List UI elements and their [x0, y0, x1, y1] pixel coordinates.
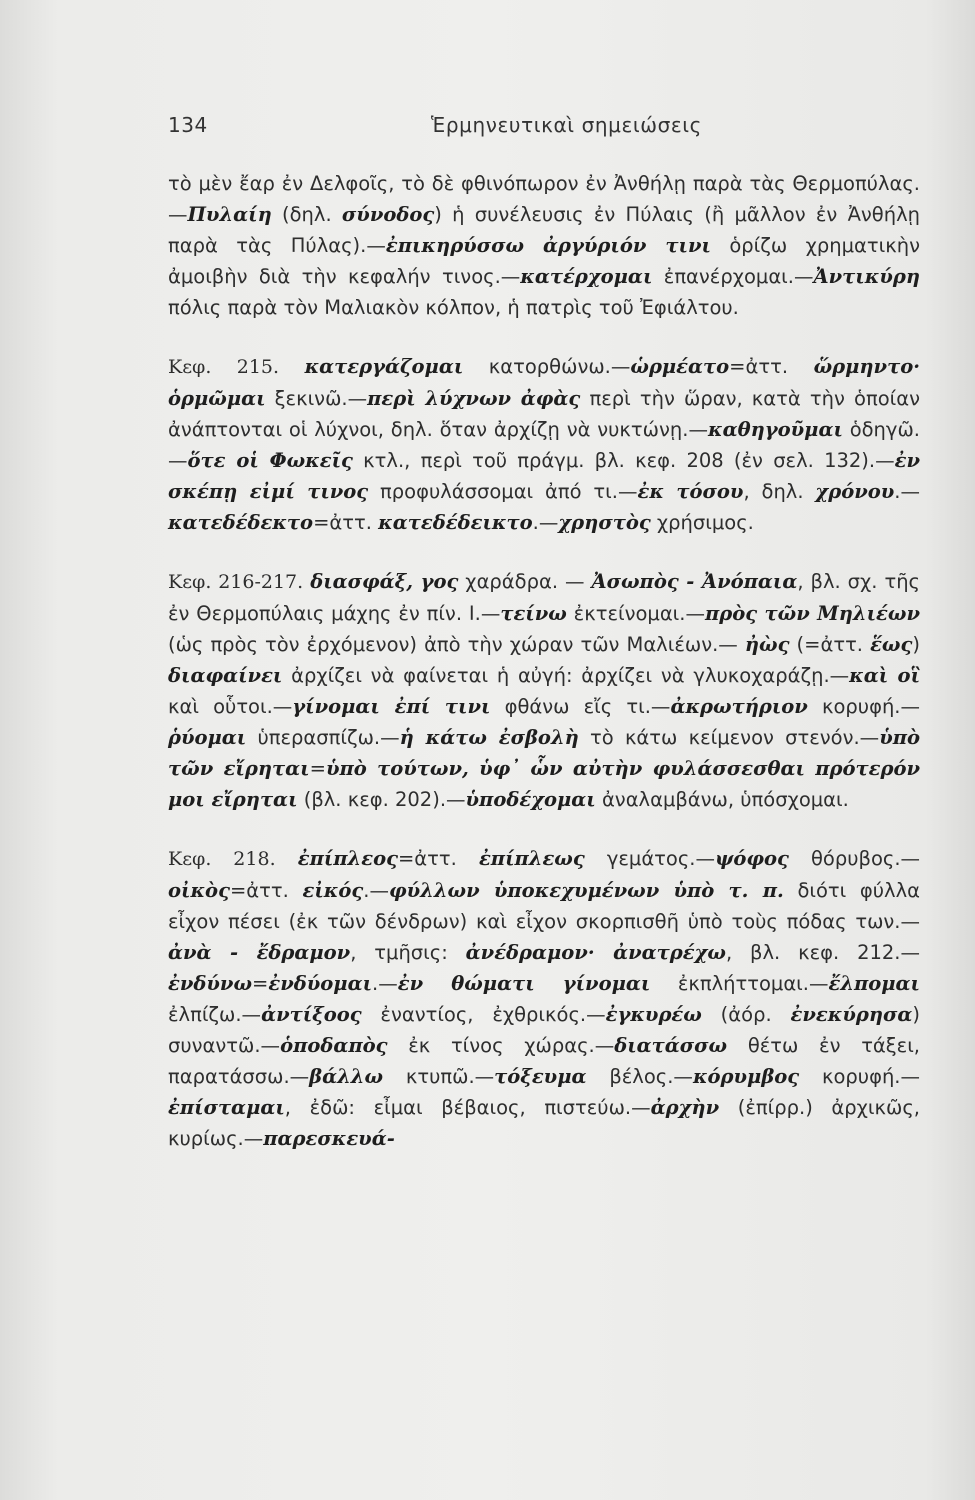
lemma-term: ψόφος — [715, 847, 789, 870]
lemma-term: κατέρχομαι — [520, 265, 653, 288]
gloss-text: =ἀττ. — [397, 847, 479, 870]
lemma-term: ὑπὸ τῶν εἴρηται — [168, 726, 920, 780]
lemma-term: εἰκός — [302, 879, 364, 902]
lemma-term: ἐνδύνω — [168, 972, 253, 995]
gloss-text: πόλις παρὰ τὸν Μαλιακὸν κόλπον, ἡ πατρὶς τοῦ Ἐφιάλτου. — [168, 296, 739, 319]
gloss-text: γεμάτος.— — [584, 847, 715, 870]
lemma-term: ὡρμέατο — [630, 355, 730, 378]
lemma-term: διασφάξ, γος — [310, 570, 459, 593]
page-header — [168, 113, 928, 143]
lemma-term: πρὸς τῶν Μηλιέων — [704, 602, 920, 625]
gloss-text: κορυφή.— — [799, 1065, 920, 1088]
lemma-term: ἐγκυρέω — [605, 1003, 702, 1026]
lemma-term: οἰκὸς — [168, 879, 230, 902]
commentary-body — [168, 168, 920, 1154]
gloss-text: βέλος.— — [586, 1065, 693, 1088]
gloss-text: τὸ κάτω κείμενον στενόν.— — [578, 726, 880, 749]
lemma-term: ἐπίσταμαι — [168, 1096, 285, 1119]
lemma-term: ἐν θώματι γίνομαι — [397, 972, 651, 995]
gloss-text: ἐκ τίνος χώρας.— — [387, 1034, 615, 1057]
lemma-term: ἠὼς — [744, 633, 790, 656]
lemma-term: διαφαίνει — [168, 664, 283, 687]
page-number: 134 — [168, 113, 208, 137]
gloss-text: , βλ. κεφ. 212.— — [725, 941, 920, 964]
lemma-term: ἐκ τόσου — [637, 480, 744, 503]
lemma-term: ἀνὰ - ἔδραμον — [168, 941, 351, 964]
lemma-term: ἀντίξοος — [261, 1003, 362, 1026]
lemma-term: ἀρχὴν — [650, 1096, 720, 1119]
lemma-term: ὑπὸ τούτων, ὑφ᾽ ὧν αὐτὴν φυλάσσεσθαι πρότερόν μοι εἴρηται — [168, 757, 920, 811]
lemma-term: Πυλαίη — [187, 203, 272, 226]
gloss-text: .— — [532, 511, 559, 534]
paragraph-chapter-215 — [168, 351, 920, 538]
gloss-text: ὁρίζω χρηματικὴν ἀμοιβὴν διὰ τὴν κεφαλήν τινος.— — [168, 234, 920, 288]
lemma-term: ἐπίπλεως — [478, 847, 585, 870]
chapter-label: Κεφ. 215. — [168, 356, 280, 378]
gloss-text: .— — [894, 480, 920, 503]
lemma-term: ἕως — [870, 633, 913, 656]
gloss-text: ἐλπίζω.— — [168, 1003, 262, 1026]
gloss-text: ὁδηγῶ.— — [168, 418, 920, 472]
lemma-term: χρόνου — [815, 480, 895, 503]
gloss-text: θέτω ἐν τάξει, παρατάσσω.— — [168, 1034, 920, 1088]
lemma-term: περὶ λύχνων ἀφὰς — [367, 387, 581, 410]
paragraph-intro — [168, 168, 920, 323]
lemma-term: ὁποδαπὸς — [280, 1034, 388, 1057]
gloss-text: διότι φύλλα εἶχον πέσει (ἐκ τῶν δένδρων) καὶ εἶχον σκορπισθῆ ὑπὸ τοὺς πόδας των.— — [168, 879, 920, 933]
lemma-term: ἀνέδραμον· ἀνατρέχω — [465, 941, 726, 964]
gloss-text: περὶ τὴν ὥραν, κατὰ τὴν ὁποίαν ἀνάπτονται οἱ λύχνοι, δηλ. ὅταν ἀρχίζῃ νὰ νυκτώνῃ.— — [168, 387, 920, 441]
gloss-text — [279, 355, 305, 378]
gloss-text: ἐναντίος, ἐχθρικός.— — [361, 1003, 606, 1026]
gloss-text — [276, 847, 298, 870]
gloss-text: καὶ οὗτοι.— — [168, 695, 293, 718]
lemma-term: ὥρμηντο· ὁρμῶμαι — [168, 355, 920, 410]
gloss-text: χρήσιμος. — [650, 511, 754, 534]
gloss-text: προφυλάσσομαι ἀπό τι.— — [368, 480, 638, 503]
gloss-text: ἐκπλήττομαι.— — [650, 972, 829, 995]
gloss-text: ξεκινῶ.— — [265, 387, 368, 410]
gloss-text: κτλ., περὶ τοῦ πράγμ. βλ. κεφ. 208 (ἐν σελ. 132).— — [352, 449, 895, 472]
gloss-text: ἀναλαμβάνω, ὑπόσχομαι. — [595, 788, 849, 811]
lemma-term: ἔλπομαι — [828, 972, 920, 995]
lemma-term: ἀκρωτήριον — [670, 695, 808, 718]
gloss-text: τὸ μὲν ἔαρ ἐν Δελφοῖς, τὸ δὲ φθινόπωρον ἐν Ἀνθήλῃ παρὰ τὰς Θερμοπύλας.— — [168, 172, 920, 226]
lemma-term: διατάσσω — [614, 1034, 728, 1057]
lemma-term: ἐν σκέπῃ εἰμί τινος — [168, 449, 920, 503]
paragraph-chapter-216-217 — [168, 566, 920, 815]
gloss-text: =ἀττ. — [729, 355, 814, 378]
gloss-text: , βλ. σχ. τῆς ἐν Θερμοπύλαις μάχης ἐν πίν. Ι.— — [168, 570, 921, 625]
lemma-term: σύνοδος — [341, 203, 435, 226]
gloss-text: = — [252, 972, 269, 995]
gloss-text: ) — [912, 633, 920, 656]
lemma-term: ἐπικηρύσσω ἀργύριόν τινι — [385, 234, 711, 257]
running-title: Ἑρμηνευτικαὶ σημειώσεις — [431, 113, 702, 137]
gloss-text: φθάνω εἴς τι.— — [490, 695, 671, 718]
gloss-text: κτυπῶ.— — [383, 1065, 495, 1088]
gloss-text: (δηλ. — [271, 203, 342, 226]
lemma-term: ἐνεκύρησα — [790, 1003, 913, 1026]
gloss-text: =ἀττ. — [229, 879, 303, 902]
gloss-text: ἀρχίζει νὰ φαίνεται ἡ αὐγή: ἀρχίζει νὰ γλυκοχαράζῃ.— — [282, 664, 850, 687]
lemma-term: φύλλων ὑποκεχυμένων ὑπὸ τ. π. — [388, 879, 784, 902]
gloss-text: .— — [363, 879, 389, 902]
gloss-text: , τμῆσις: — [350, 941, 466, 964]
lemma-term: χρηστὸς — [558, 511, 651, 534]
gloss-text: ὑπερασπίζω.— — [246, 726, 400, 749]
lemma-term: καὶ οἳ — [849, 664, 921, 687]
gloss-text: ἐκτείνομαι.— — [566, 602, 705, 625]
gloss-text: , ἐδῶ: εἶμαι βέβαιος, πιστεύω.— — [284, 1096, 651, 1119]
gloss-text: κατορθώνω.— — [463, 355, 631, 378]
gloss-text: (ἐπίρρ.) ἀρχικῶς, κυρίως.— — [168, 1096, 920, 1150]
lemma-term: κατεδέδεκτο — [168, 511, 314, 534]
chapter-label: Κεφ. 218. — [168, 848, 276, 870]
gloss-text: ) ἡ συνέλευσις ἐν Πύλαις (ἢ μᾶλλον ἐν Ἀνθήλῃ παρὰ τὰς Πύλας).— — [168, 203, 920, 257]
lemma-term: γίνομαι ἐπί τινι — [292, 695, 491, 718]
lemma-term: καθηγοῦμαι — [707, 418, 843, 441]
lemma-term: τόξευμα — [494, 1065, 587, 1088]
lemma-term: Ἀντικύρη — [813, 265, 920, 288]
gloss-text: χαράδρα. — — [458, 570, 592, 593]
paragraph-chapter-218 — [168, 843, 920, 1154]
gloss-text: =ἀττ. — [313, 511, 379, 534]
gloss-text: (ὡς πρὸς τὸν ἐρχόμενον) ἀπὸ τὴν χώραν τῶν Μαλιέων.— — [168, 633, 745, 656]
lemma-term: κόρυμβος — [692, 1065, 800, 1088]
gloss-text: κορυφή.— — [807, 695, 921, 718]
gloss-text: = — [309, 757, 326, 780]
gloss-text: (βλ. κεφ. 202).— — [297, 788, 466, 811]
gloss-text: .— — [372, 972, 398, 995]
gloss-text: ἐπανέρχομαι.— — [652, 265, 814, 288]
chapter-label: Κεφ. 216-217. — [168, 571, 304, 593]
lemma-term: ἐπίπλεος — [297, 847, 398, 870]
lemma-term: ὑποδέχομαι — [465, 788, 596, 811]
lemma-term: παρεσκευά- — [263, 1127, 395, 1150]
gloss-text: , δηλ. — [743, 480, 816, 503]
gloss-text: ) συναντῶ.— — [168, 1003, 920, 1057]
gloss-text: θόρυβος.— — [788, 847, 921, 870]
lemma-term: τείνω — [500, 602, 567, 625]
gloss-text: (ἀόρ. — [701, 1003, 791, 1026]
lemma-term: κατεδέδεικτο — [378, 511, 533, 534]
lemma-term: βάλλω — [309, 1065, 384, 1088]
lemma-term: ἐνδύομαι — [268, 972, 373, 995]
gloss-text: (=ἀττ. — [789, 633, 871, 656]
lemma-term: ὅτε οἱ Φωκεῖς — [187, 449, 353, 472]
lemma-term: ἡ κάτω ἐσβολὴ — [399, 726, 579, 749]
lemma-term: Ἀσωπὸς - Ἀνόπαια — [591, 570, 798, 593]
lemma-term: ῥύομαι — [168, 726, 247, 749]
lemma-term: κατεργάζομαι — [304, 355, 464, 378]
